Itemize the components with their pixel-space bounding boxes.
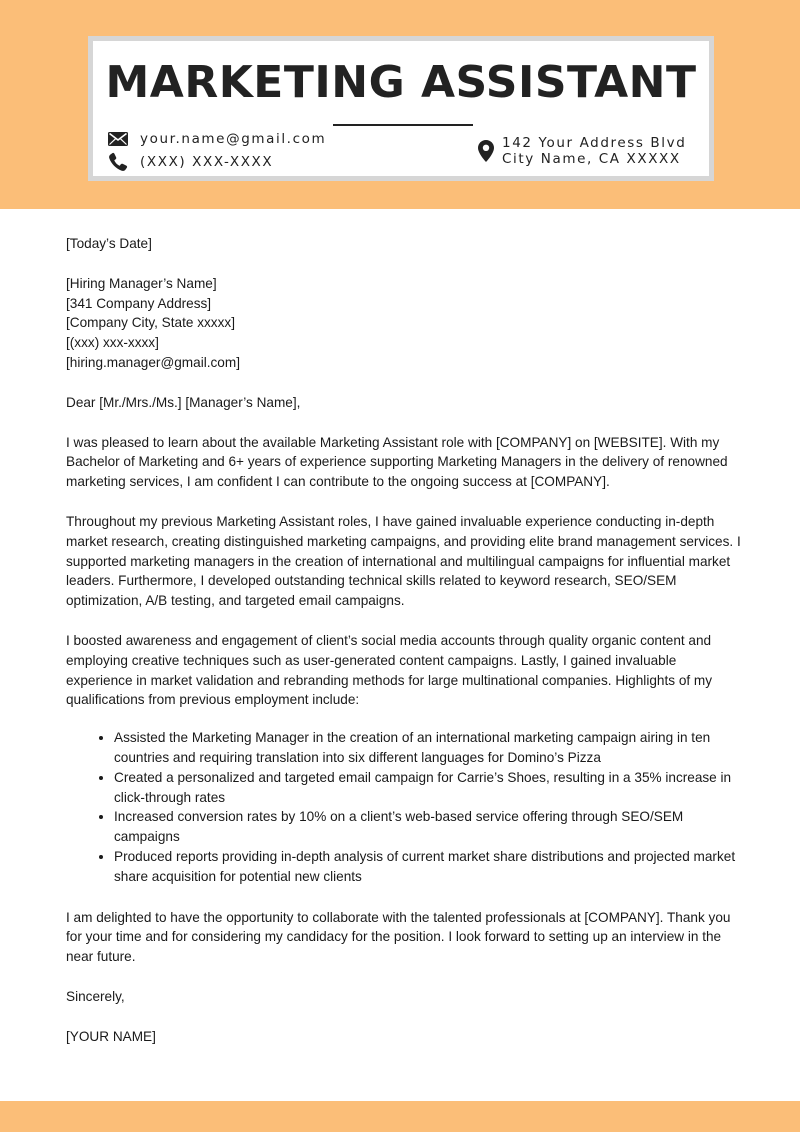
list-item: • Increased conversion rates by 10% on a client’s web-based service offering through SEO/SEM campaigns (114, 807, 746, 847)
phone-text: (XXX) XXX-XXXX (140, 154, 274, 170)
paragraph-highlights: I boosted awareness and engagement of client’s social media accounts through quality organic content and employing creative techniques such as user-generated content campaigns. Lastly, I gained invaluable experience in market validation and rebranding methods for large multinational companies. Highlights of my qualifications from previous employment include: (66, 632, 713, 708)
recipient-phone: [(xxx) xxx-xxxx] (66, 335, 159, 351)
location-pin-icon (478, 140, 494, 162)
recipient-block (66, 274, 746, 373)
recipient-city: [Company City, State xxxxx] (66, 315, 235, 331)
letter-date: [Today’s Date] (66, 236, 152, 251)
email-row (108, 130, 326, 148)
recipient-address: [341 Company Address] (66, 295, 212, 311)
title-divider (333, 124, 473, 126)
phone-row (108, 152, 326, 172)
paragraph-experience: Throughout my previous Marketing Assistant roles, I have gained invaluable experience conducting in-depth market research, creating distinguished marketing campaigns, and providing elite brand management services. I supported marketing managers in the creation of international and multilingual campaigns for influential market leaders. Furthermore, I developed outstanding technical skills related to keyword research, SEO/SEM optimization, A/B testing, and targeted email campaigns. (66, 513, 741, 609)
signature: [YOUR NAME] (66, 1028, 156, 1044)
closing: Sincerely, (66, 988, 125, 1004)
phone-icon (108, 152, 130, 172)
envelope-icon (108, 132, 130, 146)
address-block (502, 135, 686, 167)
letter-body (66, 234, 746, 1067)
highlights-list (66, 728, 746, 886)
email-text: your.name@gmail.com (140, 131, 327, 147)
paragraph-intro: I was pleased to learn about the available Marketing Assistant role with [COMPANY] on [WEBSITE]. With my Bachelor of Marketing and 6+ years of experience supporting Marketing Managers in the delivery of renowned marketing services, I am confident I can contribute to the ongoing success at [COMPANY]. (66, 434, 728, 490)
recipient-name: [Hiring Manager’s Name] (66, 275, 217, 291)
address-line-2: City Name, CA XXXXX (502, 151, 681, 167)
page-title: MARKETING ASSISTANT (105, 57, 697, 108)
address-line-1: 142 Your Address Blvd (502, 135, 687, 151)
salutation: Dear [Mr./Mrs./Ms.] [Manager’s Name], (66, 394, 301, 410)
footer-accent-band (0, 1101, 800, 1132)
list-item: • Produced reports providing in-depth analysis of current market share distributions and projected market share acquisition for potential new clients (114, 847, 746, 887)
list-item: • Assisted the Marketing Manager in the creation of an international marketing campaign airing in ten countries and requiring translation into six different languages for Domino’s Pizza (114, 728, 746, 768)
header-card (88, 36, 714, 181)
list-item: • Created a personalized and targeted email campaign for Carrie’s Shoes, resulting in a 35% increase in click-through rates (114, 768, 746, 808)
paragraph-closing: I am delighted to have the opportunity to collaborate with the talented professionals at [COMPANY]. Thank you for your time and for considering my candidacy for the position. I look forward to setting up an interview in the near future. (66, 909, 731, 965)
contact-right (478, 135, 686, 167)
recipient-email: [hiring.manager@gmail.com] (66, 354, 240, 370)
contact-left (108, 130, 326, 172)
